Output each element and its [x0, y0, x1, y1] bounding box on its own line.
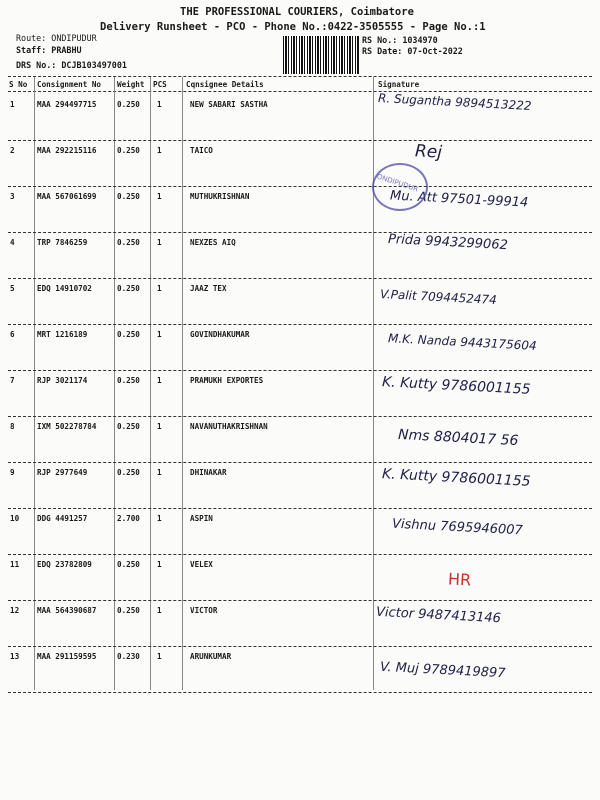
row-weight: 0.230	[117, 652, 140, 661]
row-consignment-number: EDQ 14910702	[37, 284, 92, 293]
row-weight: 0.250	[117, 100, 140, 109]
column-header-signature: Signature	[378, 80, 420, 89]
row-consignee-name: NEXZES AIQ	[190, 238, 236, 247]
row-consignment-number: MRT 1216189	[37, 330, 88, 339]
row-serial-number: 7	[10, 376, 15, 385]
row-consignment-number: RJP 3021174	[37, 376, 88, 385]
row-pieces: 1	[157, 146, 162, 155]
row-weight: 0.250	[117, 238, 140, 247]
document-subtitle: Delivery Runsheet - PCO - Phone No.:0422-3505555 - Page No.:1	[100, 21, 486, 33]
row-signature: M.K. Nanda 9443175604	[387, 331, 537, 353]
row-serial-number: 12	[10, 606, 20, 615]
row-pieces: 1	[157, 284, 162, 293]
row-consignment-number: IXM 502278784	[37, 422, 97, 431]
row-signature: Victor 9487413146	[375, 604, 502, 627]
column-divider	[182, 77, 183, 690]
row-serial-number: 6	[10, 330, 15, 339]
delivery-stamp	[372, 163, 428, 211]
row-weight: 0.250	[117, 560, 140, 569]
row-consignee-name: PRAMUKH EXPORTES	[190, 376, 264, 385]
row-separator	[8, 416, 592, 417]
row-consignee-name: NEW SABARI SASTHA	[190, 100, 268, 109]
row-weight: 0.250	[117, 376, 140, 385]
route-label: Route: ONDIPUDUR	[16, 33, 97, 43]
row-separator	[8, 600, 592, 601]
row-weight: 0.250	[117, 422, 140, 431]
row-consignment-number: RJP 2977649	[37, 468, 88, 477]
row-consignment-number: MAA 567061699	[37, 192, 97, 201]
column-divider	[373, 77, 374, 690]
column-header-weight: Weight	[117, 80, 145, 89]
rs-number: RS No.: 1034970	[362, 35, 438, 45]
row-consignee-name: VELEX	[190, 560, 213, 569]
row-signature: Prida 9943299062	[387, 231, 509, 254]
row-consignee-name: JAAZ TEX	[190, 284, 227, 293]
column-header-sno: S No	[9, 80, 28, 89]
row-consignee-name: ARUNKUMAR	[190, 652, 232, 661]
row-weight: 0.250	[117, 192, 140, 201]
row-separator	[8, 692, 592, 693]
table-top-rule	[8, 76, 592, 77]
column-divider	[114, 77, 115, 690]
row-separator	[8, 646, 592, 647]
column-header-consignee: Cqnsignee Details	[186, 80, 264, 89]
rs-date: RS Date: 07-Oct-2022	[362, 46, 463, 56]
row-consignment-number: MAA 564390687	[37, 606, 97, 615]
row-serial-number: 2	[10, 146, 15, 155]
row-consignee-name: ASPIN	[190, 514, 213, 523]
row-consignment-number: EDQ 23782809	[37, 560, 92, 569]
row-weight: 0.250	[117, 146, 140, 155]
row-separator	[8, 462, 592, 463]
row-signature: V. Muj 9789419897	[379, 659, 506, 682]
row-weight: 0.250	[117, 606, 140, 615]
row-signature: V.Palit 7094452474	[379, 286, 498, 308]
row-pieces: 1	[157, 652, 162, 661]
row-consignee-name: MUTHUKRISHNAN	[190, 192, 250, 201]
row-weight: 0.250	[117, 468, 140, 477]
column-divider	[34, 77, 35, 690]
barcode-image	[283, 36, 359, 74]
row-pieces: 1	[157, 192, 162, 201]
row-signature: R. Sugantha 9894513222	[377, 90, 532, 114]
row-separator	[8, 140, 592, 141]
row-weight: 2.700	[117, 514, 140, 523]
row-signature: K. Kutty 9786001155	[381, 466, 531, 490]
row-pieces: 1	[157, 422, 162, 431]
row-serial-number: 1	[10, 100, 15, 109]
row-serial-number: 4	[10, 238, 15, 247]
row-separator	[8, 186, 592, 187]
row-signature: K. Kutty 9786001155	[381, 374, 531, 398]
table-header-rule	[8, 91, 592, 92]
stamp-text: ONDIPUDUR	[375, 172, 420, 194]
row-separator	[8, 324, 592, 325]
row-separator	[8, 508, 592, 509]
row-signature: Rej	[414, 141, 443, 163]
row-separator	[8, 554, 592, 555]
row-pieces: 1	[157, 330, 162, 339]
row-serial-number: 5	[10, 284, 15, 293]
row-separator	[8, 232, 592, 233]
row-signature: Nms 8804017 56	[397, 426, 519, 450]
row-consignment-number: MAA 294497715	[37, 100, 97, 109]
row-separator	[8, 278, 592, 279]
column-header-consignment: Consignment No	[37, 80, 102, 89]
drs-number: DRS No.: DCJB103497001	[16, 60, 127, 70]
row-serial-number: 8	[10, 422, 15, 431]
row-pieces: 1	[157, 560, 162, 569]
row-serial-number: 9	[10, 468, 15, 477]
row-weight: 0.250	[117, 284, 140, 293]
row-consignee-name: VICTOR	[190, 606, 218, 615]
column-divider	[150, 77, 151, 690]
row-consignee-name: TAICO	[190, 146, 213, 155]
row-consignment-number: MAA 291159595	[37, 652, 97, 661]
row-serial-number: 10	[10, 514, 20, 523]
row-consignee-name: NAVANUTHAKRISHNAN	[190, 422, 268, 431]
document-title: THE PROFESSIONAL COURIERS, Coimbatore	[180, 6, 414, 18]
row-pieces: 1	[157, 606, 162, 615]
row-pieces: 1	[157, 100, 162, 109]
column-header-pcs: PCS	[153, 80, 167, 89]
row-signature: HR	[447, 569, 472, 590]
row-consignee-name: GOVINDHAKUMAR	[190, 330, 250, 339]
row-pieces: 1	[157, 514, 162, 523]
row-consignment-number: DDG 4491257	[37, 514, 88, 523]
staff-label: Staff: PRABHU	[16, 45, 82, 55]
row-serial-number: 13	[10, 652, 20, 661]
row-serial-number: 3	[10, 192, 15, 201]
row-separator	[8, 370, 592, 371]
row-consignee-name: DHINAKAR	[190, 468, 227, 477]
row-signature: Vishnu 7695946007	[391, 516, 524, 539]
row-pieces: 1	[157, 468, 162, 477]
row-consignment-number: TRP 7846259	[37, 238, 88, 247]
row-weight: 0.250	[117, 330, 140, 339]
row-serial-number: 11	[10, 560, 20, 569]
row-pieces: 1	[157, 238, 162, 247]
row-pieces: 1	[157, 376, 162, 385]
row-consignment-number: MAA 292215116	[37, 146, 97, 155]
row-signature: Mu. Att 97501-99914	[389, 188, 529, 211]
